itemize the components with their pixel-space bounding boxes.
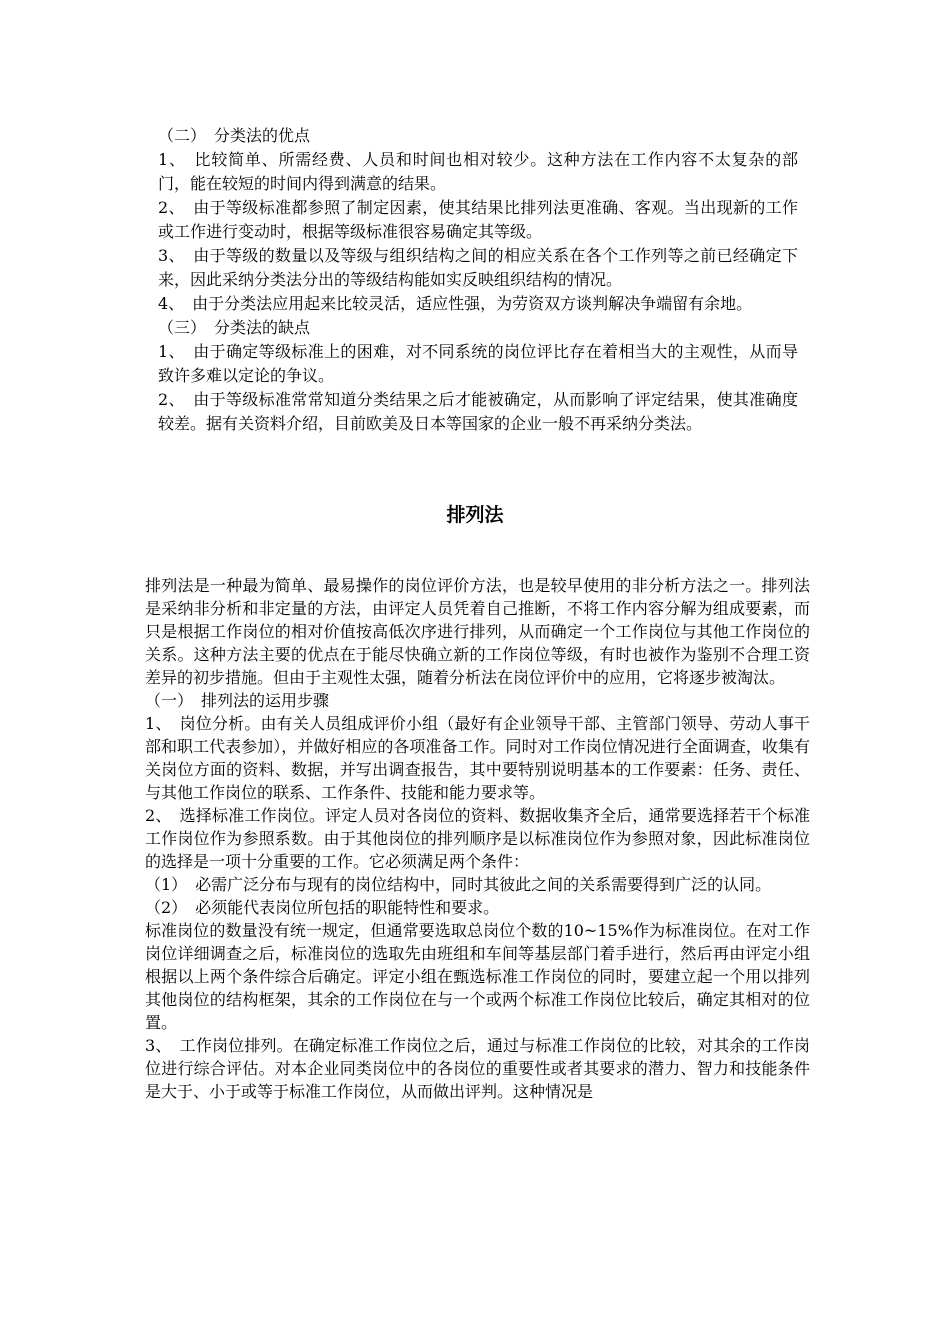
steps-heading: （一） 排列法的运用步骤 <box>145 691 330 710</box>
advantage-item-2: 2、 由于等级标准都参照了制定因素，使其结果比排列法更准确、客观。当出现新的工作或工作进行变动时，根据等级标准很容易确定其等级。 <box>158 198 798 241</box>
advantage-item-4: 4、 由于分类法应用起来比较灵活，适应性强，为劳资双方谈判解决争端留有余地。 <box>158 294 753 313</box>
ranking-method-title: 排列法 <box>446 504 504 526</box>
ranking-section <box>145 574 810 1103</box>
disadvantage-item-2: 2、 由于等级标准常常知道分类结果之后才能被确定，从而影响了评定结果，使其准确度较差。据有关资料介绍，目前欧美及日本等国家的企业一般不再采纳分类法。 <box>158 390 798 433</box>
benchmark-quantity-paragraph: 标准岗位的数量没有统一规定，但通常要选取总岗位个数的10~15%作为标准岗位。在对工作岗位详细调查之后，标准岗位的选取先由班组和车间等基层部门着手进行，然后再由评定小组根据以上两个条件综合后确定。评定小组在甄选标准工作岗位的同时，要建立起一个用以排列其他岗位的结构框架，其余的工作岗位在与一个或两个标准工作岗位比较后，确定其相对的位置。 <box>145 921 810 1032</box>
disadvantage-item-1: 1、 由于确定等级标准上的困难，对不同系统的岗位评比存在着相当大的主观性，从而导致许多难以定论的争议。 <box>158 342 798 385</box>
step-2-select-benchmark: 2、 选择标准工作岗位。评定人员对各岗位的资料、数据收集齐全后，通常要选择若干个标准工作岗位作为参照系数。由于其他岗位的排列顺序是以标准岗位作为参照对象，因此标准岗位的选择是一项十分重要的工作。它必须满足两个条件： <box>145 806 810 871</box>
advantage-item-3: 3、 由于等级的数量以及等级与组织结构之间的相应关系在各个工作列等之前已经确定下来，因此采纳分类法分出的等级结构能如实反映组织结构的情况。 <box>158 246 798 289</box>
ranking-intro-paragraph: 排列法是一种最为简单、最易操作的岗位评价方法，也是较早使用的非分析方法之一。排列法是采纳非分析和非定量的方法，由评定人员凭着自己推断，不将工作内容分解为组成要素，而只是根据工作岗位的相对价值按高低次序进行排列，从而确定一个工作岗位与其他工作岗位的关系。这种方法主要的优点在于能尽快确立新的工作岗位等级，有时也被作为鉴别不合理工资差异的初步措施。但由于主观性太强，随着分析法在岗位评价中的应用，它将逐步被淘汰。 <box>145 576 810 687</box>
classification-section <box>158 124 798 436</box>
condition-1: （1） 必需广泛分布与现有的岗位结构中，同时其彼此之间的关系需要得到广泛的认同。 <box>145 875 772 894</box>
disadvantages-heading: （三） 分类法的缺点 <box>158 318 311 337</box>
advantage-item-1: 1、 比较简单、所需经费、人员和时间也相对较少。这种方法在工作内容不太复杂的部门，能在较短的时间内得到满意的结果。 <box>158 150 798 193</box>
step-1-job-analysis: 1、 岗位分析。由有关人员组成评价小组（最好有企业领导干部、主管部门领导、劳动人事干部和职工代表参加），并做好相应的各项准备工作。同时对工作岗位情况进行全面调查，收集有关岗位方面的资料、数据，并写出调查报告，其中要特别说明基本的工作要素：任务、责任、与其他工作岗位的联系、工作条件、技能和能力要求等。 <box>145 714 810 802</box>
advantages-heading: （二） 分类法的优点 <box>158 126 311 145</box>
condition-2: （2） 必须能代表岗位所包括的职能特性和要求。 <box>145 898 500 917</box>
step-3-job-ranking: 3、 工作岗位排列。在确定标准工作岗位之后，通过与标准工作岗位的比较，对其余的工作岗位进行综合评估。对本企业同类岗位中的各岗位的重要性或者其要求的潜力、智力和技能条件是大于、小于或等于标准工作岗位，从而做出评判。这种情况是 <box>145 1036 810 1101</box>
